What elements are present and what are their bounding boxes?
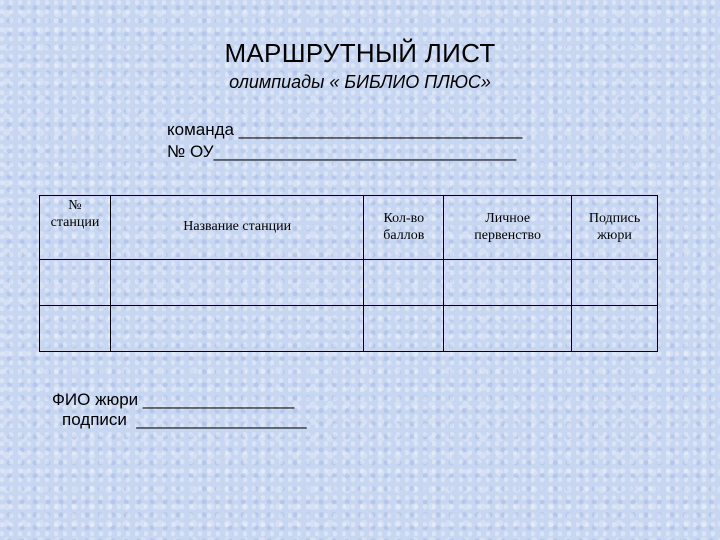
team-field: команда ______________________________ [167,120,523,139]
column-header-station-number [40,196,111,260]
column-header-jury-signature [572,196,658,260]
column-header-line: первенство [474,227,542,243]
table-cell [40,306,111,352]
column-header-line: баллов [383,227,425,243]
column-header-line: Личное [485,210,531,226]
table-cell [572,260,658,306]
signature-field: подписи __________________ [62,410,307,429]
table-cell [40,260,111,306]
column-header-line: станции [50,214,100,230]
route-table [39,195,658,352]
table-cell [364,260,444,306]
page-title: МАРШРУТНЫЙ ЛИСТ [224,38,496,68]
school-field: № ОУ________________________________ [167,142,517,161]
page-subtitle: олимпиады « БИБЛИО ПЛЮС» [229,72,491,92]
column-header-points [364,196,444,260]
table-row [40,306,658,352]
table-header-row [40,196,658,260]
column-header-line: Подпись [588,210,641,226]
table-row [40,260,658,306]
table-cell [444,306,572,352]
column-header-line: жюри [597,227,632,243]
table-cell [364,306,444,352]
table-cell [110,306,363,352]
column-header-line: № [68,198,82,213]
table-cell [110,260,363,306]
column-header-personal-ranking [444,196,572,260]
table-cell [444,260,572,306]
jury-name-field: ФИО жюри ________________ [52,390,295,409]
column-header-line: Кол-во [383,210,425,226]
column-header-station-name [110,196,363,260]
column-header-line: Название станции [183,219,292,235]
table-cell [572,306,658,352]
